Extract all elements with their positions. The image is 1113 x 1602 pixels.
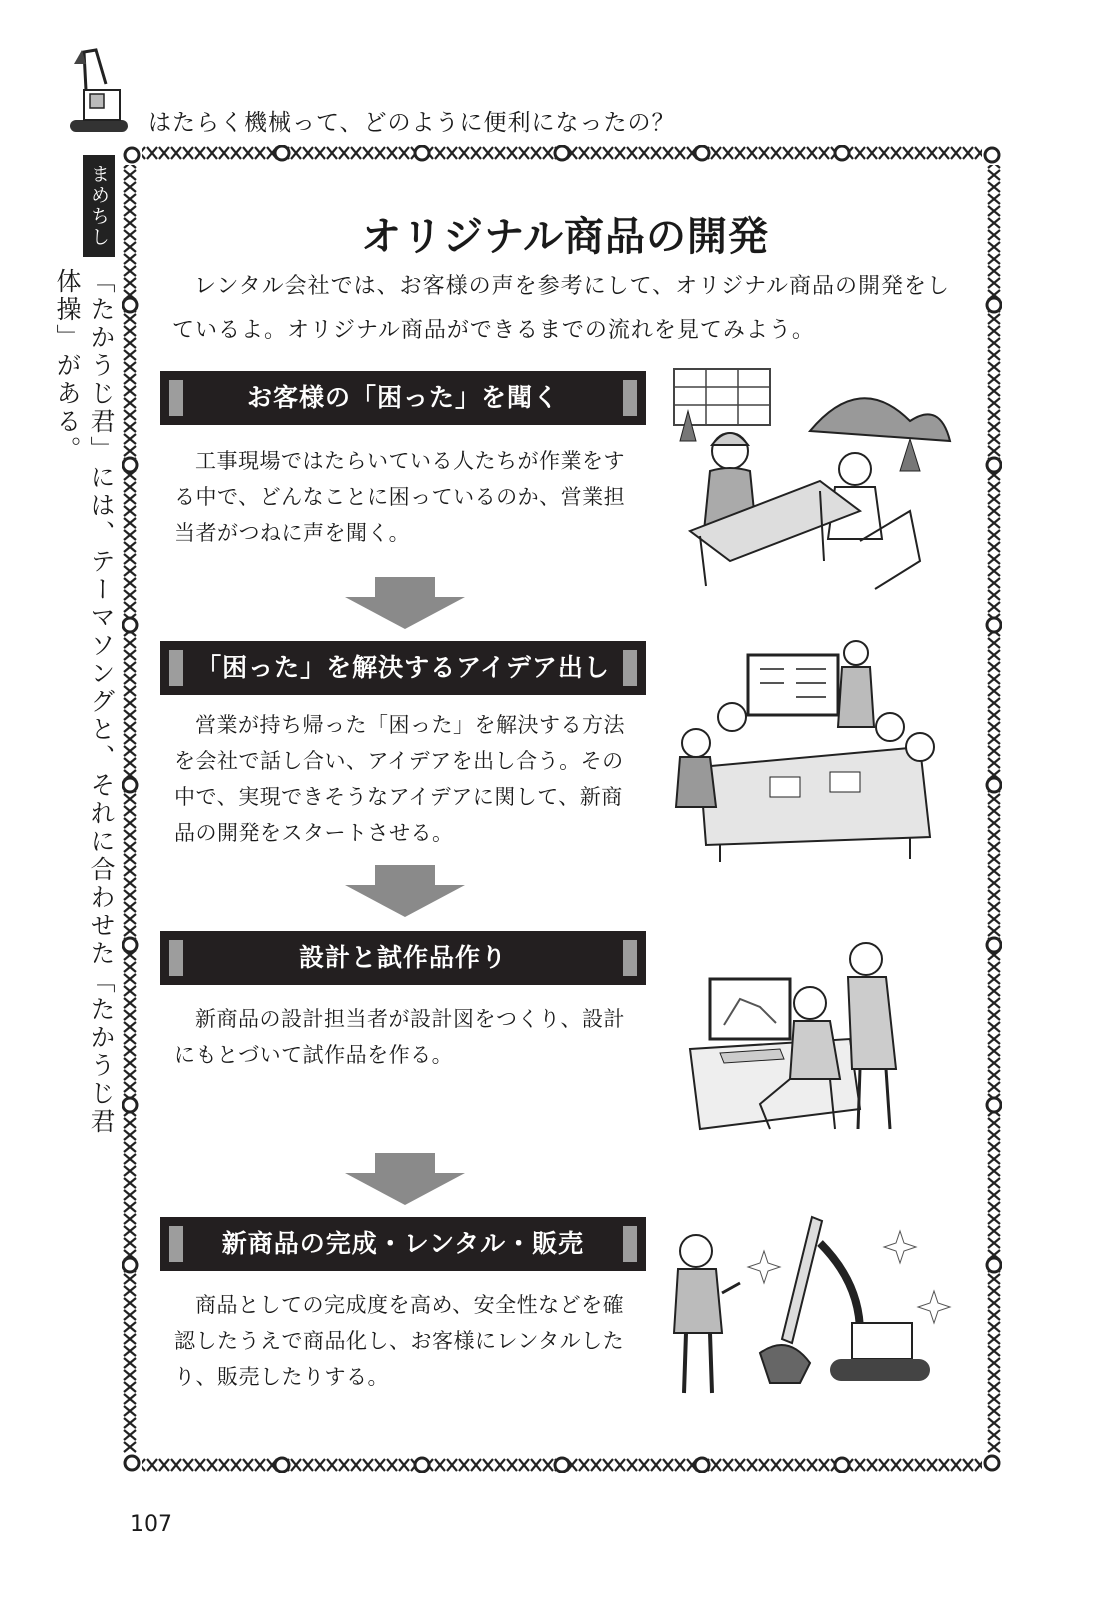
page-number: 107 — [130, 1512, 172, 1537]
header-title: はたらく機械って、どのように便利になったの？ — [148, 110, 676, 136]
down-arrow-icon — [345, 865, 465, 917]
idea-meeting-illustration — [660, 637, 970, 867]
article-intro: レンタル会社では、お客様の声を参考にして、オリジナル商品の開発をしているよ。オリジナル商品ができるまでの流れを見てみよう。 — [172, 274, 951, 343]
step-3-text: 新商品の設計担当者が設計図をつくり、設計にもとづいて試作品を作る。 — [174, 1007, 625, 1067]
finished-machine-illustration — [660, 1203, 970, 1403]
step-4-text: 商品としての完成度を高め、安全性などを確認したうえで商品化し、お客様にレンタルしたり、販売したりする。 — [174, 1293, 625, 1389]
design-desk-illustration — [660, 929, 970, 1149]
down-arrow-icon — [345, 577, 465, 629]
article-body — [160, 185, 970, 1455]
step-1-heading: お客様の「困った」を聞く — [160, 371, 646, 425]
side-note-text: 「たかうじ君」には、テーマソングと、それに合わせた「たかうじ君体操」がある。 — [53, 268, 116, 1136]
meeting-site-illustration — [660, 361, 970, 601]
excavator-icon — [66, 44, 132, 136]
article-title: オリジナル商品の開発 — [361, 214, 769, 260]
step-3-heading: 設計と試作品作り — [160, 931, 646, 985]
step-2-text: 営業が持ち帰った「困った」を解決する方法を会社で話し合い、アイデアを出し合う。その中で、実現できそうなアイデアに関して、新商品の開発をスタートさせる。 — [174, 713, 625, 845]
side-tab-label: まめちしき — [83, 155, 115, 257]
step-2-heading: 「困った」を解決するアイデア出し — [160, 641, 646, 695]
step-4-heading: 新商品の完成・レンタル・販売 — [160, 1217, 646, 1271]
down-arrow-icon — [345, 1153, 465, 1205]
step-1-text: 工事現場ではたらいている人たちが作業をする中で、どんなことに困っているのか、営業担当者がつねに声を聞く。 — [174, 449, 626, 545]
